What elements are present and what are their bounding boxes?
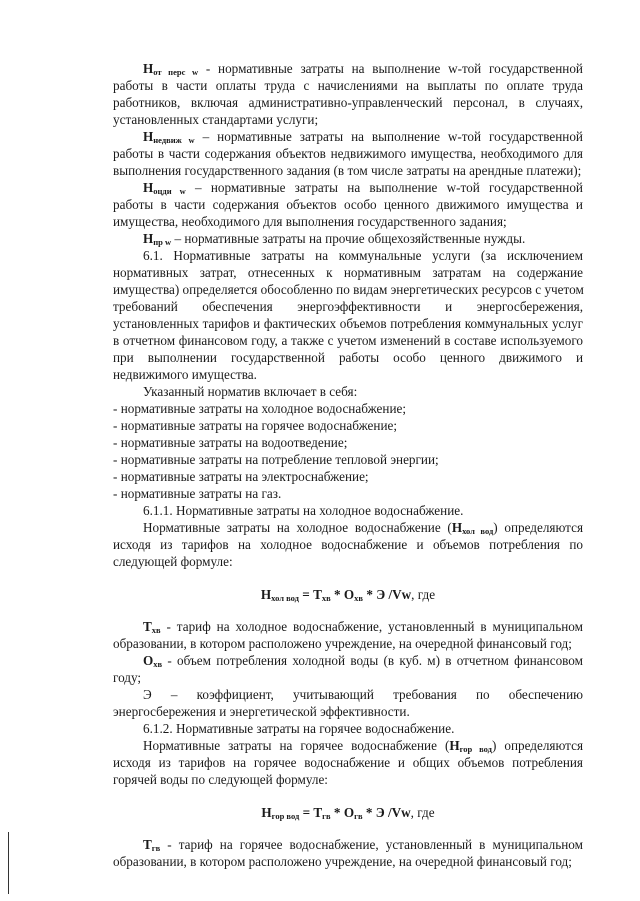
text-line: работы в части оплаты труда с начислениями на выплаты по оплате труда — [113, 78, 583, 93]
text: - тариф на холодное водоснабжение, установленный в муниципальном — [160, 619, 583, 634]
text-line: исходя из тарифов на холодное водоснабжение и объемов потребления по — [113, 537, 583, 552]
text-line: работы в части содержания объектов недвижимого имущества, необходимого для — [113, 146, 583, 161]
text-line: установленных стандартами услуги; — [113, 112, 319, 127]
subscript: гор вод — [459, 744, 492, 754]
text-line — [143, 61, 583, 77]
text-line: при выполнении государственной работы особо ценного движимого и — [113, 350, 583, 365]
symbol: Т — [143, 619, 152, 634]
text-line — [143, 520, 583, 536]
symbol: Н — [143, 61, 154, 76]
text-line — [143, 231, 583, 247]
text: – нормативные затраты на выполнение w-той государственной — [185, 180, 583, 195]
text-line: имущества, необходимого для выполнения государственного задания; — [113, 214, 507, 229]
text: Нормативные затраты на горячее водоснабжение ( — [143, 738, 450, 753]
subscript: хв — [153, 659, 163, 669]
text: - нормативные затраты на выполнение w-той государственной — [198, 61, 583, 76]
text: ) определяются — [491, 738, 584, 753]
text-line: образовании, в котором расположено учреждение, на очередной финансовый год; — [113, 636, 572, 651]
list-item: - нормативные затраты на водоотведение; — [113, 435, 348, 450]
text-line — [143, 738, 583, 754]
text-line: требований обеспечения энергоэффективности и энергосбережения, — [113, 299, 583, 314]
text-line — [143, 619, 583, 635]
subscript: хол вод — [462, 526, 494, 536]
text: - объем потребления холодной воды (в куб. м) в отчетном финансовом — [162, 653, 583, 668]
list-item: - нормативные затраты на горячее водоснабжение; — [113, 418, 398, 433]
symbol: Н — [143, 231, 154, 246]
text: ) определяются — [493, 520, 584, 535]
subscript: недвиж w — [153, 135, 195, 145]
subscript: от перс w — [153, 67, 199, 77]
formula-cold-water: Нхол вод = Тхв * Охв * Э /Vw, где — [260, 587, 436, 603]
formula-hot-water: Нгор вод = Тгв * Огв * Э /Vw, где — [261, 805, 435, 821]
text: Нормативные затраты на холодное водоснабжение ( — [143, 520, 452, 535]
subscript: оцди w — [153, 186, 186, 196]
list-item: - нормативные затраты на потребление тепловой энергии; — [113, 452, 439, 467]
text-line — [143, 653, 583, 669]
text-line: работы в части содержания объектов особо ценного движимого имущества и — [113, 197, 583, 212]
text-line: установленных тарифов и фактических объемов потребления коммунальных услуг — [113, 316, 583, 331]
text-line — [143, 129, 583, 145]
text-line: энергосбережения и энергетической эффективности. — [113, 704, 410, 719]
text-line: нормативных затрат, отнесенных к нормативным затратам на содержание — [113, 265, 583, 280]
symbol: Н — [143, 180, 154, 195]
text-line — [143, 180, 583, 196]
section-heading: 6.1.2. Нормативные затраты на горячее водоснабжение. — [143, 721, 455, 736]
symbol: Н — [451, 520, 463, 535]
text-line: образовании, в котором расположено учреждение, на очередной финансовый год; — [113, 854, 572, 869]
text: - тариф на горячее водоснабжение, установленный в муниципальном — [160, 837, 583, 852]
symbol: О — [143, 653, 154, 668]
text-line: Указанный норматив включает в себя: — [143, 384, 358, 399]
text-line: выполнения государственного задания (в том числе затраты на арендные платежи); — [113, 163, 582, 178]
text-line: работников, включая административно-управленческий персонал, в случаях, — [113, 95, 583, 110]
text: – нормативные затраты на прочие общехозяйственные нужды. — [171, 231, 526, 246]
symbol: Н — [449, 738, 460, 753]
text-line: горячей воды по следующей формуле: — [113, 772, 328, 787]
scan-margin-mark — [8, 832, 9, 894]
text-line: следующей формуле: — [113, 554, 233, 569]
list-item: - нормативные затраты на холодное водоснабжение; — [113, 401, 407, 416]
text-line: году; — [113, 670, 142, 685]
symbol: Н — [143, 129, 154, 144]
text-line: в отчетном финансовом году, а также с учетом изменений в составе используемого — [113, 333, 583, 348]
list-item: - нормативные затраты на электроснабжение; — [113, 469, 369, 484]
text-line: недвижимого имущества. — [113, 367, 257, 382]
symbol: Т — [143, 837, 152, 852]
text-line: имущества) определяется обособленно по видам энергетических ресурсов с учетом — [113, 282, 584, 297]
subscript: гв — [151, 843, 161, 853]
text-line: Э – коэффициент, учитывающий требования по обеспечению — [143, 687, 583, 702]
text: – нормативные затраты на выполнение w-той государственной — [194, 129, 583, 144]
section-heading: 6.1.1. Нормативные затраты на холодное водоснабжение. — [143, 503, 464, 518]
text-line: исходя из тарифов на горячее водоснабжение и общих объемов потребления — [113, 755, 583, 770]
list-item: - нормативные затраты на газ. — [113, 486, 282, 501]
subscript: пр w — [153, 237, 172, 247]
text-line — [143, 837, 583, 853]
text-line: 6.1. Нормативные затраты на коммунальные услуги (за исключением — [143, 248, 583, 263]
subscript: хв — [151, 625, 161, 635]
